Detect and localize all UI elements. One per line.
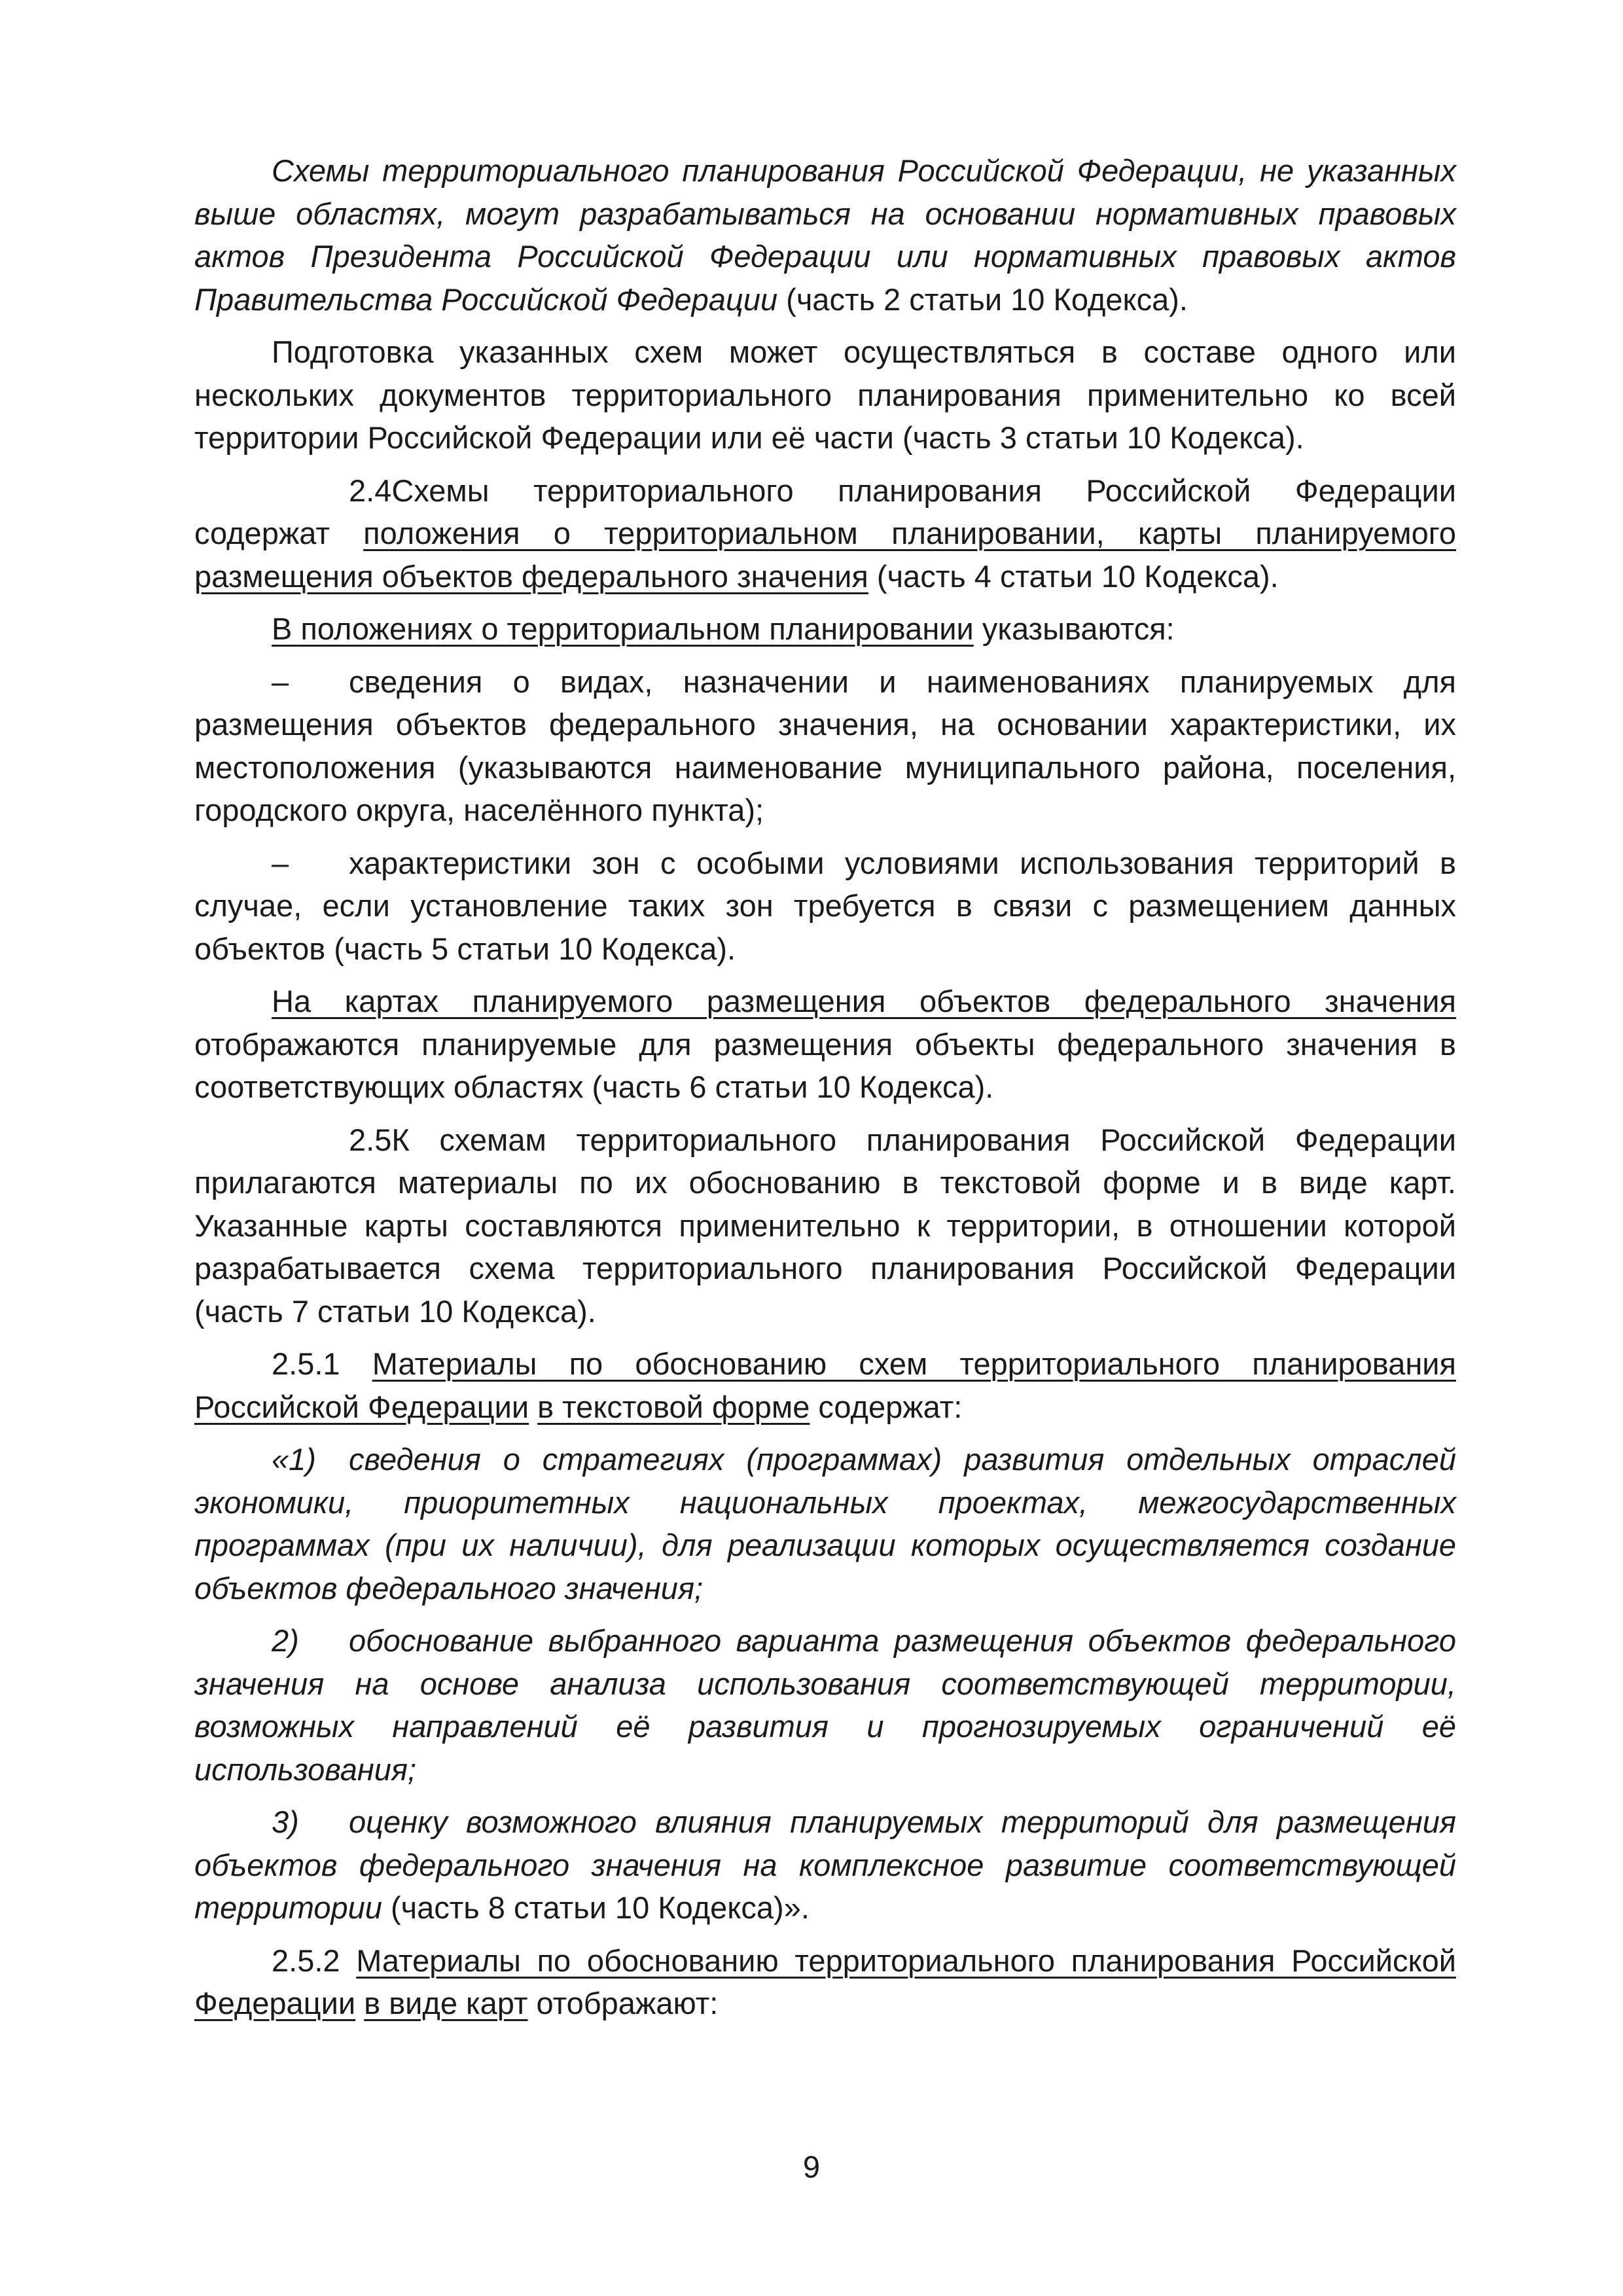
section-number: 2.5 [349,1122,392,1157]
paragraph-text: отображаются планируемые для размещения объекты федерального значения в соответствующих областях (часть 6 статьи 10 Кодекса). [194,1026,1456,1104]
paragraph-preparation [194,331,1456,459]
list-item-dash-1 [194,660,1456,832]
number-marker: 2) [272,1623,299,1658]
underlined-text: в текстовой форме [537,1389,810,1424]
paragraph-2-4 [194,469,1456,598]
page-number: 9 [802,2149,821,2184]
reference-text: (часть 8 статьи 10 Кодекса)». [382,1890,810,1925]
number-marker: «1) [272,1442,316,1477]
paragraph-provisions-intro [194,607,1456,651]
list-item-numbered-1 [194,1438,1456,1609]
underlined-text: в виде карт [364,1986,528,2020]
underlined-text: Материалы по обоснованию схем территориального планирования Российской Федерации [194,1346,1456,1424]
underlined-text: положения о территориальном планировании, карты планируемого размещения объектов федерального значения [194,516,1456,594]
paragraph-2-5-2 [194,1939,1456,2025]
list-item-text: сведения о видах, назначении и наименованиях планируемых для размещения объектов федерального значения, на основании характеристики, их местоположения (указываются наименование муниципального района, поселения, городского округа, населённого пункта); [194,664,1456,827]
document-page [194,149,1456,2035]
italic-text: Схемы территориального планирования Российской Федерации, не указанных выше областях, могут разрабатываться на основании нормативных правовых актов Президента Российской Федерации или нормативных правовых актов Правительства Российской Федерации [194,153,1456,317]
underlined-text: На картах планируемого размещения объектов федерального значения [272,984,1456,1018]
underlined-text: В положениях о территориальном планировании [272,611,974,646]
paragraph-text: Подготовка указанных схем может осуществляться в составе одного или нескольких документов территориального планирования применительно ко всей территории Российской Федерации или её части (часть 3 статьи 10 Кодекса). [194,334,1456,455]
dash-marker: – [272,664,289,699]
paragraph-text: указываются: [973,611,1175,646]
underlined-text: Материалы по обоснованию территориального планирования Российской Федерации [194,1943,1456,2020]
list-item-text: сведения о стратегиях (программах) развития отдельных отраслей экономики, приоритетных национальных проектах, межгосударственных программах (при их наличии), для реализации которых осуществляется создание объектов федерального значения; [194,1442,1456,1605]
list-item-text: обоснование выбранного варианта размещения объектов федерального значения на основе анализа использования соответствующей территории, возможных направлений её развития и прогнозируемых ограничений её использования; [194,1623,1456,1787]
list-item-numbered-2 [194,1619,1456,1791]
dash-marker: – [272,845,289,880]
paragraph-schemes-other-areas [194,149,1456,321]
number-marker: 3) [272,1804,299,1839]
list-item-text: характеристики зон с особыми условиями использования территорий в случае, если установление таких зон требуется в связи с размещением данных объектов (часть 5 статьи 10 Кодекса). [194,845,1456,966]
section-number: 2.5.1 [272,1346,340,1381]
paragraph-text: К схемам территориального планирования Российской Федерации прилагаются материалы по их обоснованию в текстовой форме и в виде карт. Указанные карты составляются применительно к территории, в отношении которой разрабатывается схема территориального планирования Российской Федерации (часть 7 статьи 10 Кодекса). [194,1122,1456,1329]
paragraph-text: содержат: [810,1389,963,1424]
paragraph-text: Схемы территориального планирования Российской Федерации содержат [194,473,1456,550]
paragraph-text: отображают: [527,1986,719,2020]
list-item-dash-2 [194,842,1456,971]
paragraph-2-5-1 [194,1342,1456,1428]
section-number: 2.4 [349,473,392,508]
paragraph-maps [194,980,1456,1109]
section-number: 2.5.2 [272,1943,340,1978]
list-item-text: оценку возможного влияния планируемых территорий для размещения объектов федерального значения на комплексное развитие соответствующей территории [194,1804,1456,1925]
list-item-numbered-3 [194,1801,1456,1929]
paragraph-2-5 [194,1119,1456,1333]
reference-text: (часть 2 статьи 10 Кодекса). [777,281,1188,317]
reference-text: (часть 4 статьи 10 Кодекса). [868,558,1279,594]
